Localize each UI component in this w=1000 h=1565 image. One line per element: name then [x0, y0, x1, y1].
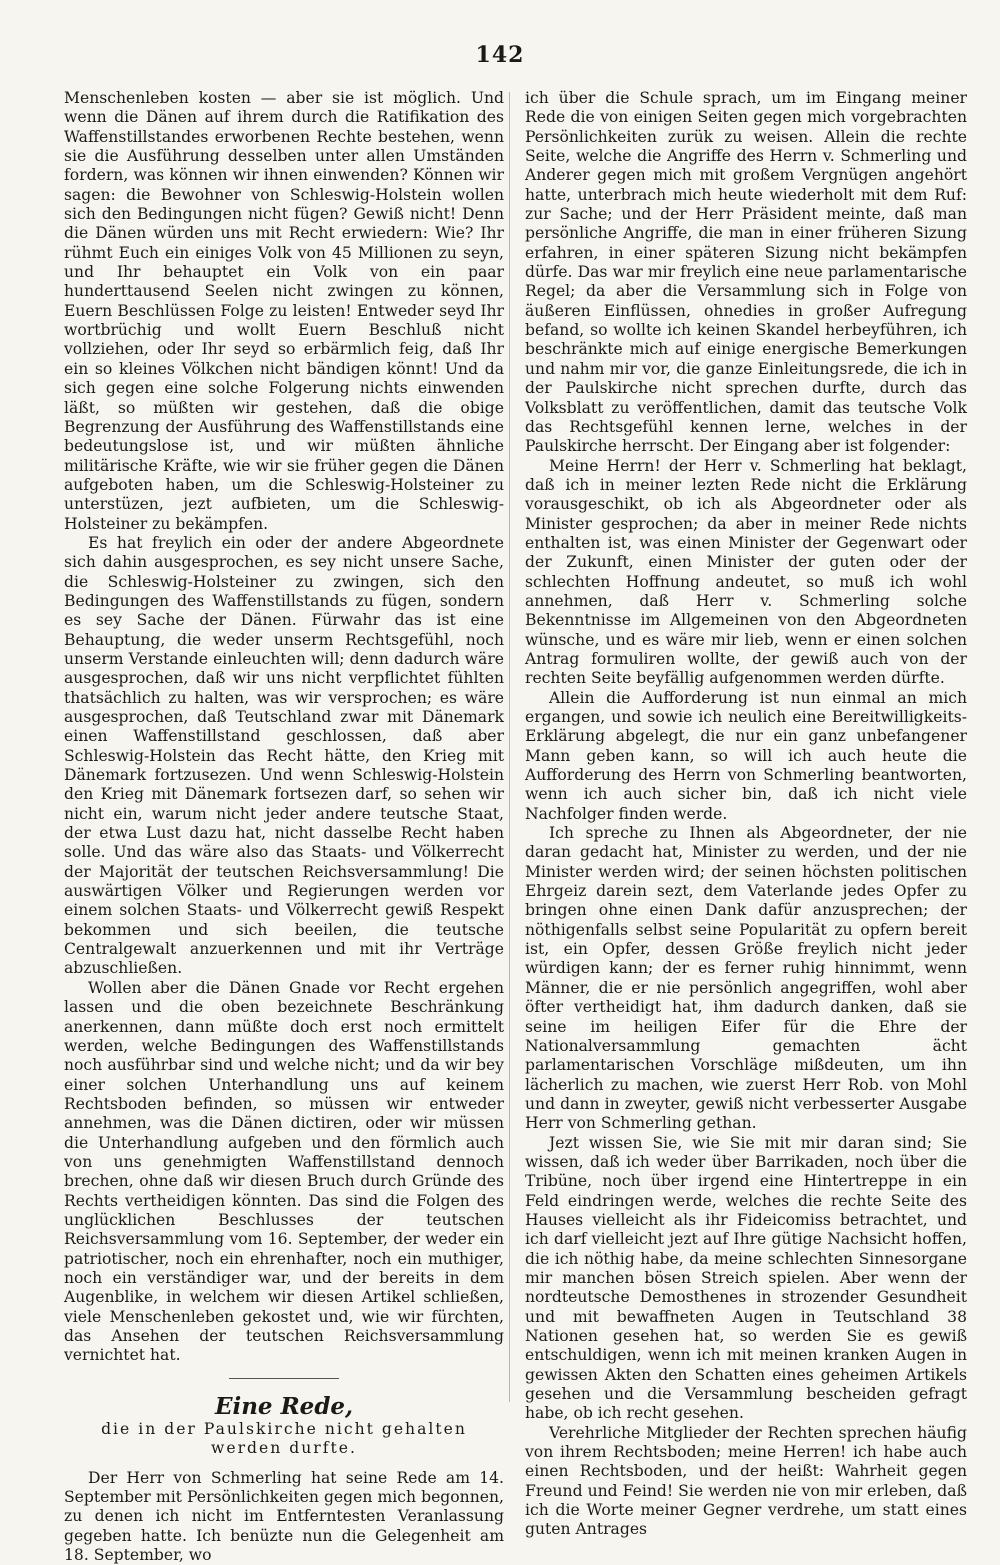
paragraph: Allein die Aufforderung ist nun einmal an mich ergangen, und sowie ich neulich eine Bereitwilligkeits-Erklärung abgelegt, die nur ein ganz unbefangener Mann geben kann, so will ich auch heute die Aufforderung des Herrn von Schmerling beantworten, wenn ich auch sicher bin, daß ich nicht viele Nachfolger finden werde.	[525, 688, 967, 823]
paragraph: Der Herr von Schmerling hat seine Rede am 14. September mit Persönlichkeiten gegen mich begonnen, zu denen ich nicht im Entferntesten Veranlassung gegeben hatte. Ich benüzte nun die Gelegenheit am 18. September, wo	[64, 1468, 504, 1565]
paragraph: Es hat freylich ein oder der andere Abgeordnete sich dahin ausgesprochen, es sey nicht unsere Sache, die Schleswig-Holsteiner zu zwingen, sich den Bedingungen des Waffenstillstands zu fügen, sondern es sey Sache der Dänen. Fürwahr das ist eine Behauptung, die weder unserm Rechtsgefühl, noch unserm Verstande einleuchten will; denn dadurch wäre ausgesprochen, daß wir uns nicht verpflichtet fühlten thatsächlich zu halten, was wir versprochen; es wäre ausgesprochen, daß Teutschland zwar mit Dänemark einen Waffenstillstand geschlossen, daß aber Schleswig-Holstein das Recht hätte, den Krieg mit Dänemark fortzusezen. Und wenn Schleswig-Holstein den Krieg mit Dänemark fortsezen darf, so sehen wir nicht ein, warum nicht jeder andere teutsche Staat, der etwa Lust dazu hat, nicht dasselbe Recht haben solle. Und das wäre also das Staats- und Völkerrecht der Majorität der teutschen Reichsversammlung! Die auswärtigen Völker und Regierungen werden vor einem solchen Staats- und Völkerrecht gewiß Respekt bekommen und sich beeilen, die teutsche Centralgewalt anzuerkennen und mit ihr Verträge abzuschließen.	[64, 533, 504, 978]
paragraph: Jezt wissen Sie, wie Sie mit mir daran sind; Sie wissen, daß ich weder über Barrikaden, noch über die Tribüne, noch über irgend eine Hintertreppe in ein Feld eindringen werde, welches die rechte Seite des Hauses vielleicht als ihr Fideicomiss betrachtet, und ich darf vielleicht jezt auf Ihre gütige Nachsicht hoffen, die ich nöthig habe, da meine schlechten Sinnesorgane mir manchen bösen Streich spielen. Aber wenn der nordteutsche Demosthenes in strozender Gesundheit und mit bewaffneten Augen in Teutschland 38 Nationen gesehen hat, so werden Sie es gewiß entschuldigen, wenn ich mit meinen kranken Augen in gewissen Akten den Schatten eines geheimen Artikels gesehen und die Versammlung bescheiden gefragt habe, ob ich recht gesehen.	[525, 1133, 967, 1423]
column-divider	[509, 92, 510, 1402]
article-separator	[229, 1378, 339, 1379]
right-column	[525, 89, 967, 1540]
article-subtitle-line: werden durfte.	[211, 1439, 357, 1458]
paragraph: Ich spreche zu Ihnen als Abgeordneter, der nie daran gedacht hat, Minister zu werden, und der nie Minister werden wird; der seinen höchsten politischen Ehrgeiz darein sezt, dem Vaterlande jedes Opfer zu bringen ohne einen Dank dafür anzusprechen; der nöthigenfalls selbst seine Popularität zu opfern bereit ist, ein Opfer, dessen Größe freylich nicht jeder würdigen kann; der es ferner ruhig hinnimmt, wenn Männer, die er nie persönlich angegriffen, wohl aber öfter vertheidigt hat, ihm dadurch danken, daß sie seine im heiligen Eifer für die Ehre der Nationalversammlung gemachten ächt parlamentarischen Vorschläge mißdeuten, um ihn lächerlich zu machen, wie zuerst Herr Rob. von Mohl und dann in zweyter, gewiß nicht verbesserter Ausgabe Herr von Schmerling gethan.	[525, 824, 967, 1133]
article-heading: Eine Rede,	[214, 1392, 354, 1420]
paragraph: Wollen aber die Dänen Gnade vor Recht ergehen lassen und die oben bezeichnete Beschränkung anerkennen, dann müßte doch erst noch ermittelt werden, welche Bedingungen des Waffenstillstands noch ausführbar sind und welche nicht; und da wir bey einer solchen Unterhandlung uns auf keinem Rechtsboden befinden, so müssen wir entweder annehmen, was die Dänen dictiren, oder wir müssen die Unterhandlung aufgeben und den förmlich auch von uns genehmigten Waffenstillstand dennoch brechen, ohne daß wir diesen Bruch durch Gründe des Rechts vertheidigen könnten. Das sind die Folgen des unglücklichen Beschlusses der teutschen Reichsversammlung vom 16. September, der weder ein patriotischer, noch ein ehrenhafter, noch ein muthiger, noch ein verständiger war, und der bereits in dem Augenblike, in welchem wir diesen Artikel schließen, viele Menschenleben gekostet und, wie wir fürchten, das Ansehen der teutschen Reichsversammlung vernichtet hat.	[64, 978, 504, 1365]
paragraph: Menschenleben kosten — aber sie ist möglich. Und wenn die Dänen auf ihrem durch die Ratifikation des Waffenstillstandes erworbenen Rechte bestehen, wenn sie die Ausführung desselben unter allen Umständen fordern, was können wir ihnen einwenden? Können wir sagen: die Bewohner von Schleswig-Holstein wollen sich den Bedingungen nicht fügen? Gewiß nicht! Denn die Dänen würden uns mit Recht erwiedern: Wie? Ihr rühmt Euch ein einiges Volk von 45 Millionen zu seyn, und Ihr behauptet ein Volk von ein paar hunderttausend Seelen nicht zwingen zu können, Euern Beschlüssen Folge zu leisten! Entweder seyd Ihr wortbrüchig und wollt Euern Beschluß nicht vollziehen, oder Ihr seyd so erbärmlich feig, daß Ihr ein so kleines Völkchen nicht bändigen könnt! Und da sich gegen eine solche Folgerung nichts einwenden läßt, so müßten wir gestehen, daß die obige Begrenzung der Ausführung des Waffenstillstands eine bedeutungslose ist, und wir müßten ähnliche militärische Kräfte, wie wir sie früher gegen die Dänen aufgeboten haben, um die Schleswig-Holsteiner zu unterstüzen, jezt aufbieten, um die Schleswig-Holsteiner zu bekämpfen.	[64, 89, 504, 533]
left-column	[64, 89, 504, 1565]
paragraph: Verehrliche Mitglieder der Rechten sprechen häufig von ihrem Rechtsboden; meine Herren! ich habe auch einen Rechtsboden, und der heißt: Wahrheit gegen Freund und Feind! Sie werden nie von mir erleben, daß ich die Worte meiner Gegner verdrehe, um statt eines guten Antrages	[525, 1423, 967, 1539]
article-subtitle	[64, 1420, 504, 1459]
paragraph: Meine Herrn! der Herr v. Schmerling hat beklagt, daß ich in meiner lezten Rede nicht die Erklärung vorausgeschikt, ob ich als Abgeordneter oder als Minister gesprochen; da aber in meiner Rede nichts enthalten ist, was einen Minister der Gegenwart oder der Zukunft, einen Minister der guten oder der schlechten Hoffnung andeutet, so muß ich wohl annehmen, daß Herr v. Schmerling solche Bekenntnisse im Allgemeinen von den Abgeordneten wünsche, und es wäre mir lieb, wenn er einen solchen Antrag formuliren wollte, der gewiß auch von der rechten Seite beyfällig aufgenommen werden dürfte.	[525, 456, 967, 688]
page-number: 142	[475, 42, 525, 68]
paragraph: ich über die Schule sprach, um im Eingang meiner Rede die von einigen Seiten gegen mich vorgebrachten Persönlichkeiten zurük zu weisen. Allein die rechte Seite, welche die Angriffe des Herrn v. Schmerling und Anderer gegen mich mit großem Vergnügen angehört hatte, unterbrach mich heute wiederholt mit dem Ruf: zur Sache; und der Herr Präsident meinte, daß man persönliche Angriffe, die man in einer früheren Sizung erfahren, in einer späteren Sizung nicht bekämpfen dürfe. Das war mir freylich eine neue parlamentarische Regel; da aber die Versammlung sich in Folge von äußeren Einflüssen, ohnedies in großer Aufregung befand, so wollte ich keinen Skandel herbeyführen, ich beschränkte mich auf einige energische Bemerkungen und nahm mir vor, die ganze Einleitungsrede, die ich in der Paulskirche nicht sprechen durfte, durch das Volksblatt zu veröffentlichen, damit das teutsche Volk das Rechtsgefühl kennen lerne, welches in der Paulskirche herrscht. Der Eingang aber ist folgender:	[525, 89, 967, 456]
article-subtitle-line: die in der Paulskirche nicht gehalten	[101, 1420, 467, 1439]
